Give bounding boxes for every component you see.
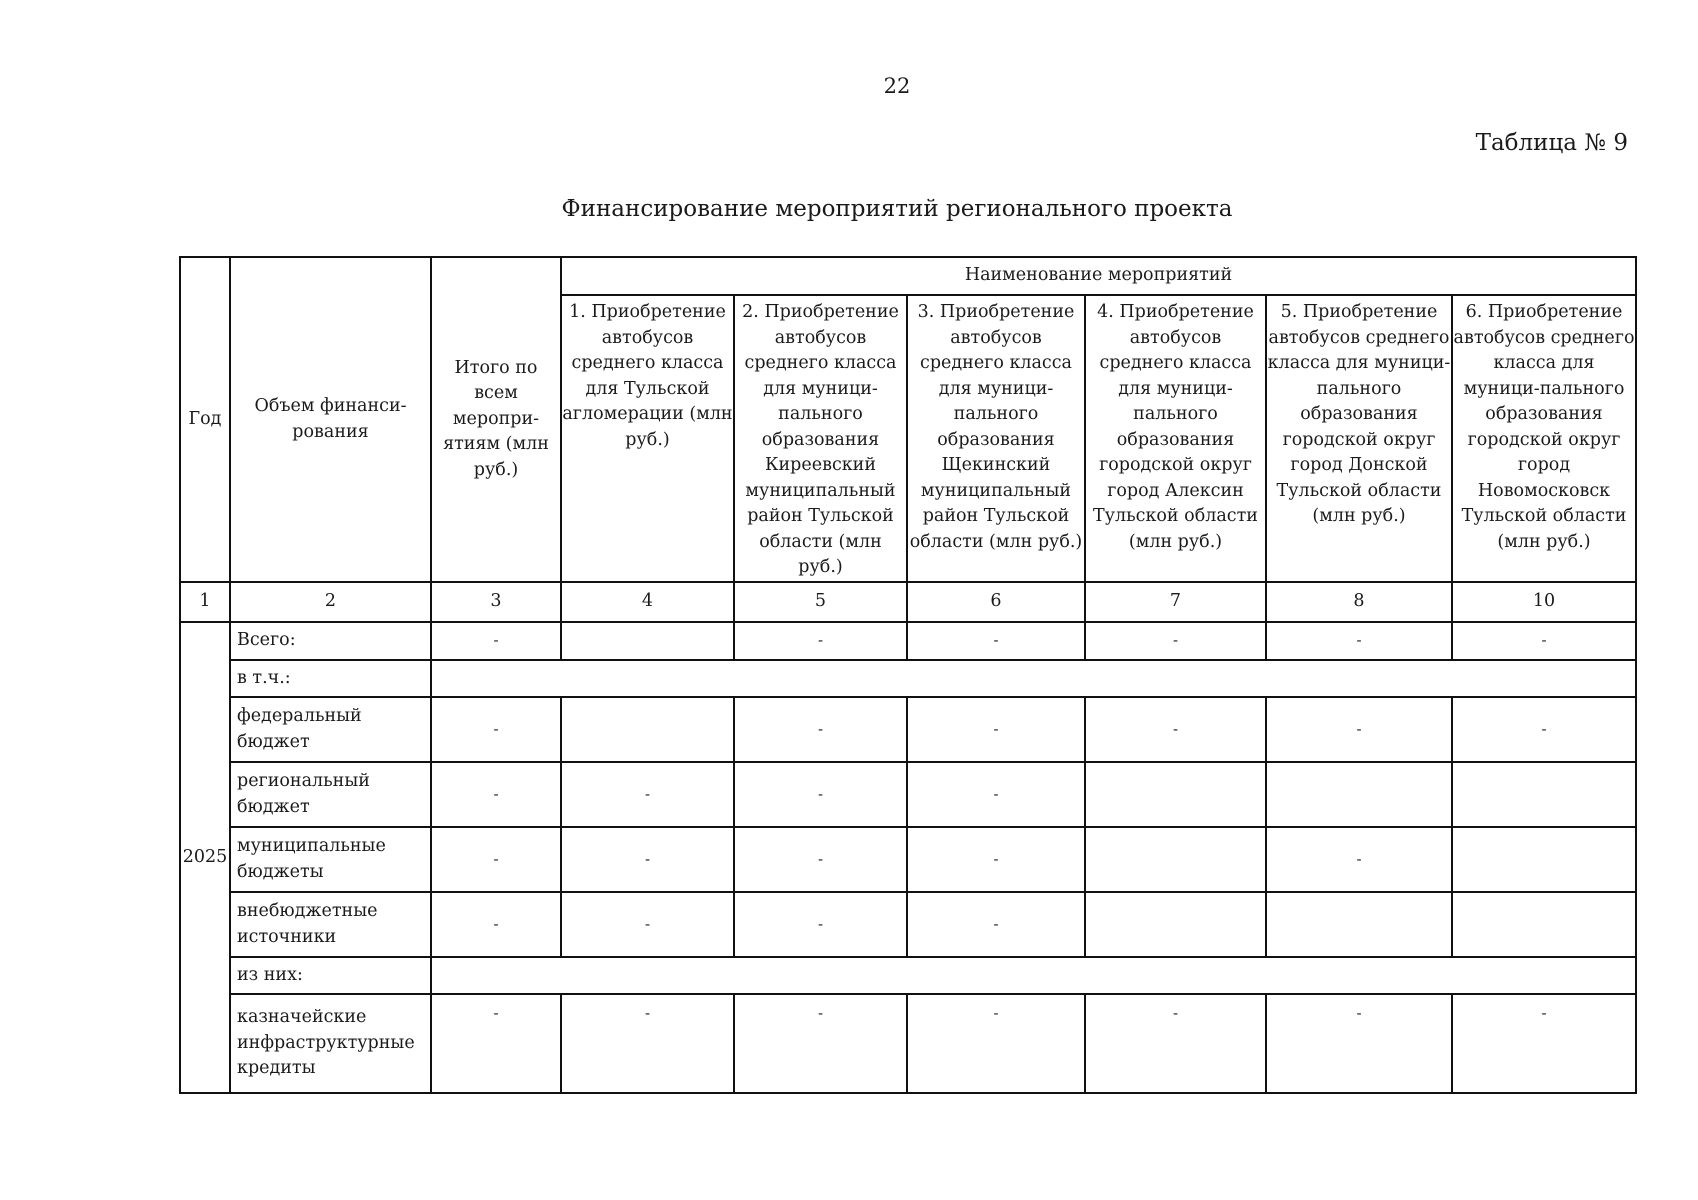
header-volume: Объем финанси-рования	[230, 257, 431, 582]
row-label: казначейские инфраструктурные кредиты	[230, 994, 431, 1093]
cell-value	[561, 697, 734, 762]
header-year: Год	[180, 257, 230, 582]
cell-value: -	[734, 827, 907, 892]
column-number: 2	[230, 582, 431, 622]
cell-value: -	[431, 892, 561, 957]
column-number: 10	[1452, 582, 1636, 622]
cell-value	[1085, 892, 1266, 957]
cell-value: -	[1085, 994, 1266, 1093]
cell-value: -	[907, 892, 1085, 957]
column-number: 3	[431, 582, 561, 622]
row-label: федеральный бюджет	[230, 697, 431, 762]
cell-value: -	[1266, 994, 1452, 1093]
header-measure-5: 5. Приобретение автобусов среднего класса для муници-пального образования городской округ город Донской Тульской области (млн руб.)	[1266, 295, 1452, 582]
header-measure-3: 3. Приобретение автобусов среднего класса для муници-пального образования Щекинский муниципальный район Тульской области (млн руб.)	[907, 295, 1085, 582]
cell-value: -	[907, 827, 1085, 892]
row-label: муниципальные бюджеты	[230, 827, 431, 892]
table-row-treasury-credits	[180, 994, 1636, 1093]
cell-value: -	[907, 697, 1085, 762]
cell-value: -	[431, 827, 561, 892]
cell-value: -	[431, 994, 561, 1093]
header-measure-6: 6. Приобретение автобусов среднего класса для муници-пального образования городской округ город Новомосковск Тульской области (млн руб.)	[1452, 295, 1636, 582]
row-label: Всего:	[230, 622, 431, 660]
cell-value: -	[561, 827, 734, 892]
page-number: 22	[883, 74, 911, 98]
cell-value: -	[561, 994, 734, 1093]
financing-table	[179, 256, 1637, 1094]
cell-value: -	[1085, 622, 1266, 660]
table-row-including	[180, 660, 1636, 697]
column-number: 5	[734, 582, 907, 622]
cell-value: -	[1452, 697, 1636, 762]
row-label: региональный бюджет	[230, 762, 431, 827]
table-label: Таблица № 9	[1475, 130, 1628, 156]
cell-value: -	[734, 697, 907, 762]
cell-value	[1085, 762, 1266, 827]
row-label: внебюджетные источники	[230, 892, 431, 957]
cell-value: -	[561, 762, 734, 827]
row-label: в т.ч.:	[230, 660, 431, 697]
cell-value: -	[734, 892, 907, 957]
table-row-of-them	[180, 957, 1636, 994]
cell-value	[1452, 892, 1636, 957]
table-row-regional	[180, 762, 1636, 827]
cell-value: -	[431, 622, 561, 660]
cell-value: -	[907, 622, 1085, 660]
table-row-total	[180, 622, 1636, 660]
cell-value: -	[734, 762, 907, 827]
cell-value: -	[1085, 697, 1266, 762]
column-number: 1	[180, 582, 230, 622]
table-row-municipal	[180, 827, 1636, 892]
column-number: 4	[561, 582, 734, 622]
cell-value: -	[1266, 622, 1452, 660]
cell-value	[1452, 827, 1636, 892]
cell-value	[1085, 827, 1266, 892]
cell-value: -	[734, 622, 907, 660]
year-cell: 2025	[180, 622, 230, 1093]
cell-value	[1266, 892, 1452, 957]
merged-empty-cell	[431, 957, 1636, 994]
cell-value	[1452, 762, 1636, 827]
cell-value: -	[561, 892, 734, 957]
merged-empty-cell	[431, 660, 1636, 697]
cell-value: -	[907, 762, 1085, 827]
cell-value: -	[1452, 622, 1636, 660]
column-numbers-row	[180, 582, 1636, 622]
cell-value: -	[1266, 697, 1452, 762]
row-label: из них:	[230, 957, 431, 994]
header-total: Итого по всем меропри-ятиям (млн руб.)	[431, 257, 561, 582]
document-title: Финансирование мероприятий регионального проекта	[561, 196, 1233, 222]
column-number: 6	[907, 582, 1085, 622]
cell-value: -	[907, 994, 1085, 1093]
cell-value	[561, 622, 734, 660]
header-measure-1: 1. Приобретение автобусов среднего класса для Тульской агломерации (млн руб.)	[561, 295, 734, 582]
cell-value: -	[431, 762, 561, 827]
column-number: 7	[1085, 582, 1266, 622]
header-measure-2: 2. Приобретение автобусов среднего класса для муници-пального образования Киреевский муниципальный район Тульской области (млн руб.)	[734, 295, 907, 582]
cell-value: -	[1452, 994, 1636, 1093]
column-number: 8	[1266, 582, 1452, 622]
cell-value: -	[734, 994, 907, 1093]
table-row-extrabudgetary	[180, 892, 1636, 957]
cell-value: -	[431, 697, 561, 762]
cell-value: -	[1266, 827, 1452, 892]
cell-value	[1266, 762, 1452, 827]
table-row-federal	[180, 697, 1636, 762]
header-measures-group: Наименование мероприятий	[561, 257, 1636, 295]
header-measure-4: 4. Приобретение автобусов среднего класса для муници-пального образования городской округ город Алексин Тульской области (млн руб.)	[1085, 295, 1266, 582]
